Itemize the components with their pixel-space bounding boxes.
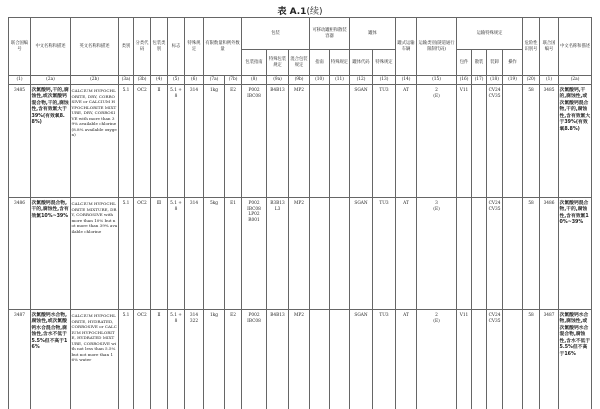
header-un-no-2: 联合国编号 [540,18,559,76]
tank-code-cell: SGAN [350,310,373,409]
table-title-suffix: (续) [306,7,323,17]
column-number: (5) [168,76,185,85]
special-provisions-cell: 314 [185,198,204,310]
column-number: (19) [503,76,523,85]
tank-code-cell: SGAN [350,198,373,310]
vehicle-tank-cell: AT [396,85,417,198]
table-row [9,310,592,409]
tank-special-cell: TU3 [373,85,396,198]
header-sp-loading: 装卸 [487,50,503,76]
header-tank-code: 罐体代码 [350,50,373,76]
column-number: (3b) [134,76,151,85]
name-zh-cell: 次氯酸钙水合物,腐蚀性,或次氯酸钙水合混合物,腐蚀性,含水不低于5.5%但不高于16% [31,310,71,409]
header-special-transport: 运输特殊规定 [457,18,523,50]
column-number: (11) [330,76,350,85]
sp-operation-cell [503,85,523,198]
header-pt-special: 特殊规定 [330,50,350,76]
name-en-cell: CALCIUM HYPOCHLORITE, HYDRATED, CORROSIVE or CALCIUM HYPOCHLORITE, HYDRATED MIXTURE, CORROSIVE with not less than 5.5% but not more than 16% water [71,310,119,409]
hazard-id-cell: 58 [523,198,540,310]
name-zh-2-cell: 次氯酸钙,干的,腐蚀性,或次氯酸钙混合物,干的,腐蚀性,含有效氯大于39%(有效氧8.8%) [559,85,592,198]
column-number: (7b) [225,76,242,85]
packing-group-cell: Ⅲ [151,198,168,310]
packaging-instructions-cell: P002 IBC08 [242,310,267,409]
pt-special-cell [330,198,350,310]
header-transport-category: 运输类别(隧道通行限制代码) [417,18,457,76]
column-number: (9b) [289,76,310,85]
un-no-cell: 3487 [9,310,31,409]
header-mixed-packing: 混合包装规定 [289,50,310,76]
vehicle-tank-cell: AT [396,198,417,310]
header-packing-group: 包装类别 [151,18,168,76]
header-pt-instructions: 指南 [310,50,330,76]
tunnel-code-value: (E) [433,318,440,324]
header-tank-special: 特殊规定 [373,50,396,76]
class-code-cell: OC2 [134,198,151,310]
packaging-instructions-cell: P002 IBC08 LP02 R001 [242,198,267,310]
header-class-code: 分类代码 [134,18,151,76]
column-number: (20) [523,76,540,85]
tank-code-cell: SGAN [350,85,373,198]
header-packaging: 包装 [242,18,310,50]
column-number-row [9,76,592,85]
name-zh-2-cell: 次氯酸钙混合物,干的,腐蚀性,含有效氯10%~39% [559,198,592,310]
name-en-cell: CALCIUM HYPOCHLORITE MIXTURE, DRY, CORROSIVE with more than 10% but not more than 39% available chlorine [71,198,119,310]
labels-cell: 5.1 + 8 [168,85,185,198]
table-row [9,198,592,310]
labels-cell: 5.1 + 8 [168,198,185,310]
name-en-cell: CALCIUM HYPOCHLORITE, DRY, CORROSIVE or CALCIUM HYPOCHLORITE MIXTURE, DRY, CORROSIVE with more than 39% available chlorine (8.8% available oxygen) [71,85,119,198]
column-number: (10) [310,76,330,85]
sp-operation-cell [503,310,523,409]
transport-category-cell [417,85,457,198]
pt-instructions-cell [310,85,330,198]
pt-instructions-cell [310,310,330,409]
class-code-cell: OC2 [134,310,151,409]
table-body [9,85,592,409]
header-limited-quantities: 有限数量和例外数量 [204,18,242,76]
un-no-cell: 3485 [9,85,31,198]
header-tank: 罐体 [350,18,396,50]
class-cell: 5.1 [119,198,134,310]
dangerous-goods-table [8,17,592,409]
labels-cell: 5.1 + 8 [168,310,185,409]
transport-category-value: 3 [435,201,438,206]
column-number: (4) [151,76,168,85]
column-number: (2a) [31,76,71,85]
tunnel-code-value: (E) [433,93,440,99]
class-cell: 5.1 [119,310,134,409]
un-no-2-cell: 3485 [540,85,559,198]
column-number: (3a) [119,76,134,85]
column-number: (2b) [71,76,119,85]
hazard-id-cell: 58 [523,85,540,198]
name-zh-cell: 次氯酸钙混合物,干的,腐蚀性,含有效氯10%~39% [31,198,71,310]
special-provisions-cell: 314 [185,85,204,198]
class-cell: 5.1 [119,85,134,198]
sp-loading-cell: CV24 CV35 [487,310,503,409]
tank-special-cell: TU3 [373,198,396,310]
mixed-packing-cell: MP2 [289,198,310,310]
transport-category-cell [417,198,457,310]
packing-group-cell: Ⅱ [151,85,168,198]
column-number: (16) [457,76,472,85]
name-zh-2-cell: 次氯酸钙水合物,腐蚀性,或次氯酸钙水合混合物,腐蚀性,含水不低于5.5%但不高于16% [559,310,592,409]
header-name-zh-2: 中文名称和描述 [559,18,592,76]
table-row [9,85,592,198]
packaging-instructions-cell: P002 IBC08 [242,85,267,198]
special-provisions-cell: 314 322 [185,310,204,409]
packing-group-cell: Ⅱ [151,310,168,409]
sp-bulk-cell [472,310,487,409]
un-no-2-cell: 3486 [540,198,559,310]
sp-loading-cell: CV24 CV35 [487,198,503,310]
table-title-main: 表 A.1 [277,7,307,17]
packaging-special-cell: B4B13 [267,85,289,198]
column-number: (18) [487,76,503,85]
sp-bulk-cell [472,85,487,198]
pt-special-cell [330,85,350,198]
header-row-top [9,18,592,50]
pt-instructions-cell [310,198,330,310]
table-title [0,4,600,17]
transport-category-cell [417,310,457,409]
excepted-qty-cell: E2 [225,310,242,409]
sp-loading-cell: CV24 CV35 [487,85,503,198]
un-no-cell: 3486 [9,198,31,310]
name-zh-cell: 次氯酸钙,干的,腐蚀性,或次氯酸钙混合物,干的,腐蚀性,含有效氯大于39%(有效氧8.8%) [31,85,71,198]
sp-packages-cell [457,198,472,310]
column-number: (7a) [204,76,225,85]
transport-category-value: 2 [435,313,438,318]
excepted-qty-cell: E2 [225,85,242,198]
sp-packages-cell: V11 [457,85,472,198]
header-packaging-special: 特殊包装规定 [267,50,289,76]
column-number: (6) [185,76,204,85]
header-un-no: 联合国编号 [9,18,31,76]
column-number: (13) [373,76,396,85]
column-number: (9a) [267,76,289,85]
column-number: (14) [396,76,417,85]
header-labels: 标志 [168,18,185,76]
sp-operation-cell [503,198,523,310]
packaging-special-cell: B4B13 [267,310,289,409]
hazard-id-cell: 58 [523,310,540,409]
header-sp-packages: 包件 [457,50,472,76]
header-name-en: 英文名称和描述 [71,18,119,76]
header-name-zh: 中文名称和描述 [31,18,71,76]
header-vehicle-tank: 罐式运输车辆 [396,18,417,76]
limited-qty-cell: 1kg [204,85,225,198]
pt-special-cell [330,310,350,409]
tunnel-code-value: (E) [433,206,440,212]
sp-packages-cell: V11 [457,310,472,409]
transport-category-value: 2 [435,88,438,93]
header-packaging-instructions: 包装指南 [242,50,267,76]
column-number: (17) [472,76,487,85]
limited-qty-cell: 5kg [204,198,225,310]
column-number: (1) [9,76,31,85]
header-portable-tanks: 可移动罐柜和散装容器 [310,18,350,50]
column-number: (12) [350,76,373,85]
column-number: (8) [242,76,267,85]
vehicle-tank-cell: AT [396,310,417,409]
excepted-qty-cell: E1 [225,198,242,310]
header-hazard-id: 危险性识别号 [523,18,540,76]
column-number: (1) [540,76,559,85]
column-number: (15) [417,76,457,85]
packaging-special-cell: B3B13 L3 [267,198,289,310]
mixed-packing-cell: MP2 [289,310,310,409]
header-class: 类别 [119,18,134,76]
un-no-2-cell: 3487 [540,310,559,409]
class-code-cell: OC2 [134,85,151,198]
tank-special-cell: TU3 [373,310,396,409]
header-sp-bulk: 散装 [472,50,487,76]
column-number: (2a) [559,76,592,85]
header-special-provisions: 特殊规定 [185,18,204,76]
sp-bulk-cell [472,198,487,310]
limited-qty-cell: 1kg [204,310,225,409]
mixed-packing-cell: MP2 [289,85,310,198]
header-sp-operation: 操作 [503,50,523,76]
